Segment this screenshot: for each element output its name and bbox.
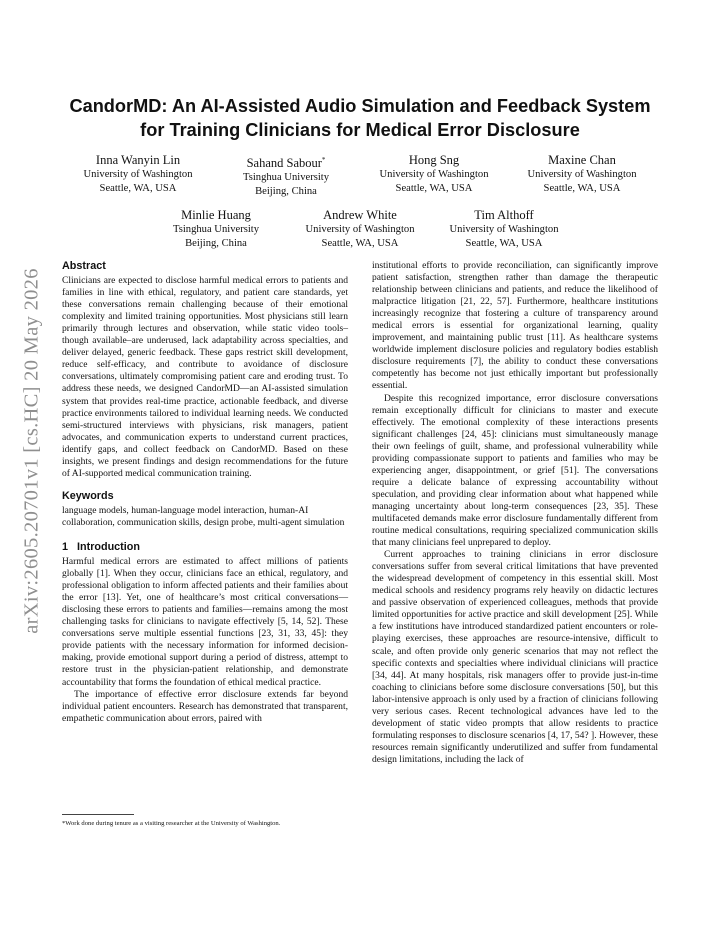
spacer [62, 480, 348, 490]
author-block [212, 152, 360, 199]
author-block [288, 207, 432, 251]
left-column [62, 260, 348, 725]
author-name-line [508, 152, 656, 168]
author-name: Inna Wanyin Lin [95, 153, 181, 167]
author-location: Seattle, WA, USA [395, 183, 473, 194]
author-affiliation: University of Washington [379, 169, 489, 180]
author-block [508, 152, 656, 199]
spacer [62, 529, 348, 541]
intro-paragraph-2: The importance of effective error disclosure extends far beyond individual patient encounters. Research has demonstrated that transparent, empathetic communication about errors, paired with [62, 688, 348, 724]
abstract-heading: Abstract [62, 260, 106, 272]
body-paragraph-3: Current approaches to training clinicians in error disclosure conversations suffer from several critical limitations that have prevented the widespread development of competency in this essential skill. Most medical schools and residency programs rely heavily on didactic lectures and passive observation of experienced colleagues, methods that provide limited opportunities for active practice and skill development [25]. While a few institutions have introduced standardized patient encounters or role-playing exercises, these approaches are resource-intensive, difficult to scale, and often provide only generic scenarios that may not reflect the specific contexts and specialties where individual clinicians will practice [34, 44]. At many hospitals, risk managers offer to provide just-in-time coaching to clinicians before some disclosure conversations [50], but this labor-intensive approach is only used by a fraction of clinicians following very serious cases. Recent technological advances have led to the development of static video prompts that allow residents to practice formulating responses to disclosure scenarios [4, 17, 54? ]. However, these resources remain significantly underutilized and suffer from fundamental design limitations, including the lack of [372, 549, 658, 765]
introduction-heading: 1 Introduction [62, 540, 140, 553]
author-name: Minlie Huang [181, 208, 251, 222]
author-affiliation: University of Washington [449, 224, 559, 235]
author-location: Beijing, China [185, 238, 247, 249]
author-location: Seattle, WA, USA [321, 238, 399, 249]
author-name: Andrew White [323, 208, 397, 222]
keywords-text: language models, human-language model interaction, human-AI collaboration, communication skills, design probe, multi-agent simulation [62, 504, 345, 528]
author-block [432, 207, 576, 251]
author-name: Hong Sng [408, 153, 460, 167]
author-affiliation: University of Washington [527, 169, 637, 180]
author-block [360, 152, 508, 199]
arxiv-id-text: arXiv:2605.20701v1 [cs.HC] 20 May 2026 [20, 268, 43, 634]
author-location: Seattle, WA, USA [543, 183, 621, 194]
keywords-heading: Keywords [62, 489, 114, 502]
body-paragraph-2: Despite this recognized importance, error disclosure conversations remain exceptionally difficult for clinicians to master and execute effectively. The emotional complexity of these interactions presents significant challenges [24, 45]: clinicians must simultaneously manage their own feelings of guilt, shame, and professional vulnerability while providing compassionate support to patients and families who may be experiencing anger, disappointment, or grief [51]. The conversations require a delicate balance of expressing accountability without speculation, and providing clear information about what happened while managing uncertainty about long-term consequences [23, 35]. These multifaceted demands make error disclosure fundamentally different from routine medical consultations, requiring specialized communication skills that many clinicians feel unprepared to deploy. [372, 392, 658, 549]
author-block [144, 207, 288, 251]
author-row-1 [60, 152, 660, 199]
author-affiliation: University of Washington [83, 169, 193, 180]
author-name-line [212, 152, 360, 171]
abstract-text: Clinicians are expected to disclose harmful medical errors to patients and families in line with ethical, regulatory, and patient care standards, yet these conversations remain challenging because of their emotional complexity and limited training opportunities. Most physicians still learn primarily through lectures and observation, while static video tools–though available–are underused, lack adaptability across specialties, and deliver delayed, generic feedback. These gaps restrict skill development, reduce self-efficacy, and contribute to avoidance of disclosure conversations, ultimately compromising patient care and eroding trust. To address these needs, we designed CandorMD—an AI-assisted simulation system that provides real-time practice, actionable feedback, and diverse practice environments tailored to individual learning needs. We conducted semi-structured interviews with physicians, risk managers, patient advocates, and communication experts to understand current practices, identify gaps, and collect feedback on CandorMD. Based on these insights, we present findings and design recommendations for the future of AI-supported medical communication training. [62, 275, 348, 479]
footnote-rule [62, 814, 134, 815]
author-location: Seattle, WA, USA [465, 238, 543, 249]
author-name: Tim Althoff [474, 208, 534, 222]
author-affiliation: Tsinghua University [242, 172, 330, 184]
footnote: *Work done during tenure as a visiting researcher at the University of Washington. [62, 820, 281, 827]
right-column [372, 260, 658, 766]
paper-title: CandorMD: An AI-Assisted Audio Simulation and Feedback System for Training Clinicians for Medical Error Disclosure [69, 96, 651, 140]
body-paragraph-1: institutional efforts to provide reconciliation, can significantly improve patient satisfaction, strengthen rather than damage the therapeutic relationship between clinicians and patients, and reduce the likelihood of malpractice litigation [21, 22, 57]. Furthermore, healthcare institutions increasingly recognize that fostering a culture of transparency around medical errors is essential for organizational learning, quality improvement, and maintaining public trust [11]. As healthcare systems worldwide implement disclosure policies and regulatory bodies establish disclosure requirements [7], the ability to conduct these conversations competently has become not just ethically important but professionally essential. [372, 260, 658, 392]
author-name: Maxine Chan [548, 153, 616, 167]
intro-paragraph-1: Harmful medical errors are estimated to affect millions of patients globally [1]. When they occur, clinicians face an ethical, regulatory, and professional obligation to inform affected patients and their families about the error [13]. Yet, one of healthcare’s most critical conversations—disclosing these errors to patients and families—remains among the most challenging tasks for clinicians to navigate effectively [5, 14, 52]. These conversations serve multiple essential functions [23, 31, 33, 45]: they provide patients with the necessary information for informed decision-making, provide emotional support during a period of distress, attempt to restore trust in the physician-patient relationship, and demonstrate accountability that forms the foundation of ethical medical practice. [62, 556, 348, 688]
author-name-line [64, 152, 212, 168]
author-row-2 [60, 207, 660, 251]
author-affiliation: University of Washington [305, 224, 415, 235]
arxiv-identifier [12, 256, 52, 646]
author-footnote-mark: * [321, 156, 326, 164]
author-location: Beijing, China [255, 186, 317, 198]
author-location: Seattle, WA, USA [99, 183, 177, 194]
author-name: Sahand Sabour [246, 156, 322, 171]
author-affiliation: Tsinghua University [172, 224, 260, 235]
author-name-line [360, 152, 508, 168]
author-block [64, 152, 212, 199]
